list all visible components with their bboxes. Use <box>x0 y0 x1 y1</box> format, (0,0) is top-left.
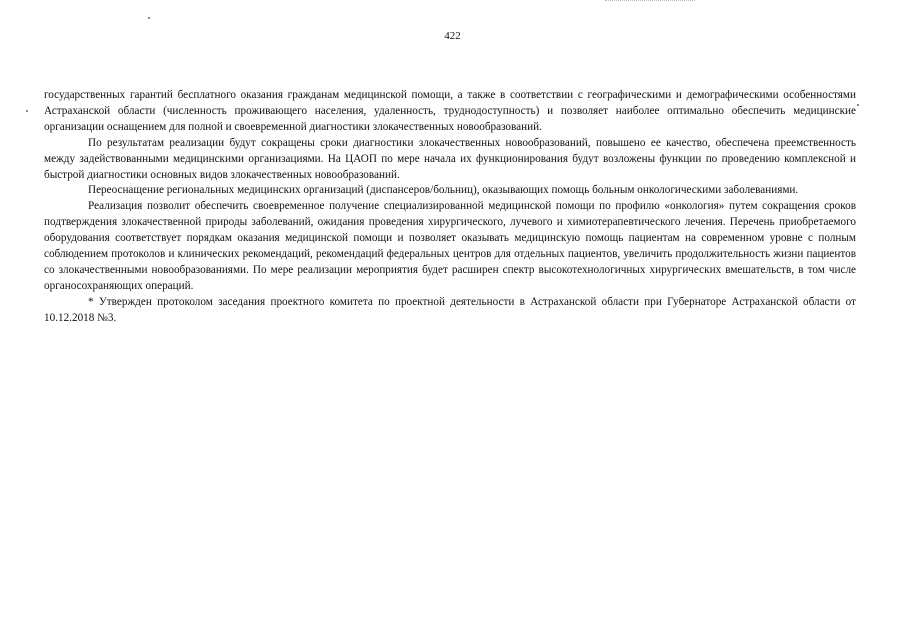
page-number: 422 <box>444 30 461 42</box>
footnote-paragraph: * Утвержден протоколом заседания проектного комитета по проектной деятельности в Астраханской области при Губернаторе Астраханской области от 10.12.2018 №3. <box>44 295 856 324</box>
document-body <box>44 88 856 327</box>
scan-speck <box>148 17 150 19</box>
scan-artifact <box>605 0 695 4</box>
paragraph-1: государственных гарантий бесплатного оказания гражданам медицинской помощи, а также в соответствии с географическими и демографическими особенностями Астраханской области (численность проживающего населения, удаленность, труднодоступность) и позволяет наиболее оптимально обеспечить медицинские организации оснащением для полной и своевременной диагностики злокачественных новообразований. <box>44 89 856 133</box>
paragraph-4: Реализация позволит обеспечить своевременное получение специализированной медицинской помощи по профилю «онкология» путем сокращения сроков подтверждения злокачественной природы заболеваний, ожидания проведения хирургического, лучевого и химиотерапевтического лечения. Перечень приобретаемого оборудования соответствует порядкам оказания медицинской помощи и позволяет оказывать медицинскую помощь пациентам на современном уровне с полным соблюдением протоколов и клинических рекомендаций, рекомендаций федеральных центров для отдельных пациентов, увеличить продолжительность жизни пациентов со злокачественными новообразованиями. По мере реализации мероприятия будет расширен спектр высокотехнологичных хирургических вмешательств, в том числе органосохраняющих операций. <box>44 200 856 292</box>
scan-speck <box>857 104 859 106</box>
scan-speck <box>26 110 28 112</box>
paragraph-3: Переоснащение региональных медицинских организаций (диспансеров/больниц), оказывающих помощь больным онкологическими заболеваниями. <box>88 184 799 197</box>
paragraph-2: По результатам реализации будут сокращены сроки диагностики злокачественных новообразований, повышено ее качество, обеспечена преемственность между задействованными медицинскими организациями. На ЦАОП по мере начала их функционирования будут возложены функции по проведению комплексной и быстрой диагностики основных видов злокачественных новообразований. <box>44 136 856 181</box>
